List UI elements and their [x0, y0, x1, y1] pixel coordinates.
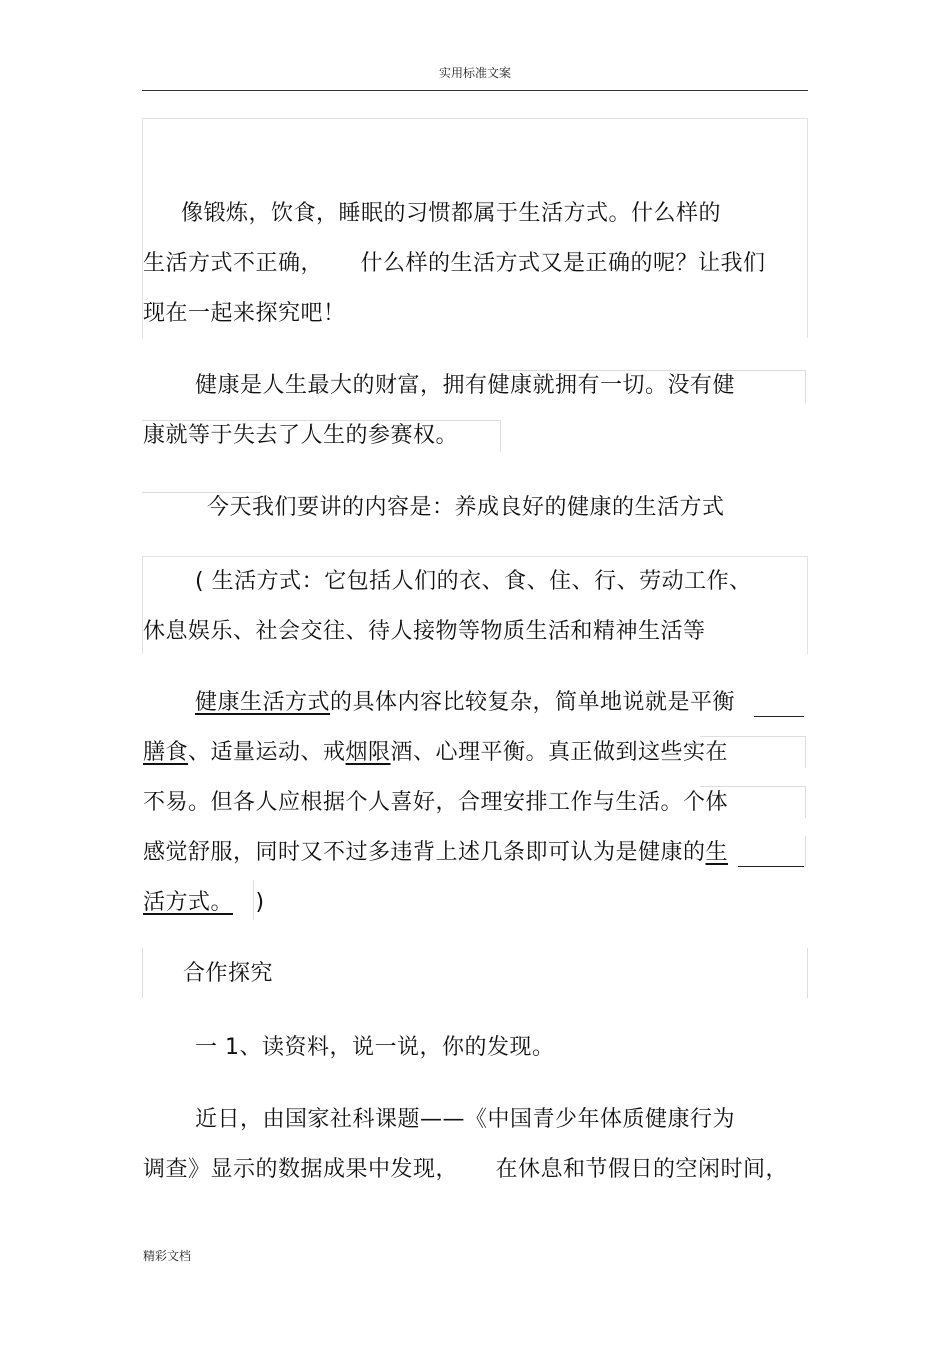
footer-text: 精彩文档 — [143, 1249, 192, 1263]
text-segment: ) — [255, 890, 265, 915]
cell-border-line — [805, 836, 806, 866]
paragraph-line — [195, 688, 735, 718]
text-segment: 的具体内容比较复杂，简单地说就是平衡 — [330, 690, 736, 715]
paragraph-line — [143, 738, 728, 768]
paragraph-line: 近日，由国家社科课题——《中国青少年体质健康行为 — [195, 1107, 736, 1132]
header-title: 实用标准文案 — [438, 66, 511, 80]
cell-border-line — [805, 736, 806, 768]
header-rule — [142, 90, 808, 91]
cell-border-line — [805, 370, 806, 403]
paragraph-line: 像锻炼，饮食，睡眠的习惯都属于生活方式。什么样的 — [181, 201, 722, 226]
underlined-term: 活方式。 — [143, 890, 234, 915]
cell-border-line — [500, 420, 501, 452]
text-segment: 、适量运动、戒 — [188, 740, 346, 765]
text-segment: 感觉舒服，同时又不过多违背上述几条即可认为是健康的 — [143, 840, 706, 865]
underlined-term: 健康生活方式 — [195, 690, 331, 715]
underlined-term: 生 — [705, 840, 729, 865]
text-segment: 生活方式不正确， — [143, 251, 324, 276]
paragraph-line: 不易。但各人应根据个人喜好，合理安排工作与生活。个体 — [143, 790, 729, 815]
cell-border-line — [700, 786, 805, 787]
cell-border-line — [142, 948, 143, 998]
cell-border-line — [807, 948, 808, 998]
text-segment: 酒、心理平衡。真正做到这些实在 — [390, 740, 729, 765]
paragraph-line: 今天我们要讲的内容是：养成良好的健康的生活方式 — [207, 495, 725, 520]
paragraph-line — [143, 1155, 788, 1185]
underlined-term: 膳食 — [143, 740, 189, 765]
paragraph-line: 现在一起来探究吧！ — [143, 301, 346, 326]
text-segment: 在休息和节假日的空闲时间， — [495, 1157, 788, 1182]
paragraph-line — [143, 249, 766, 279]
paragraph-line — [143, 888, 265, 918]
paragraph-line: 健康是人生最大的财富，拥有健康就拥有一切。没有健 — [195, 373, 736, 398]
cell-border-line — [805, 786, 806, 818]
text-segment: 调查》显示的数据成果中发现， — [143, 1157, 459, 1182]
section-heading: 合作探究 — [183, 961, 274, 986]
text-segment: 什么样的生活方式又是正确的呢？让我们 — [360, 251, 766, 276]
paragraph-line: 一 1、读资料，说一说，你的发现。 — [195, 1035, 555, 1060]
fill-in-blank — [738, 842, 804, 867]
fill-in-blank — [754, 692, 804, 717]
cell-border-line — [700, 736, 805, 737]
paragraph-line: 休息娱乐、社会交往、待人接物等物质生活和精神生活等 — [143, 619, 706, 644]
underlined-term: 烟限 — [345, 740, 391, 765]
paragraph-line — [143, 838, 728, 868]
paragraph-line: ( 生活方式：它包括人们的衣、食、住、行、劳动工作、 — [195, 569, 752, 594]
paragraph-line: 康就等于失去了人生的参赛权。 — [143, 423, 459, 448]
